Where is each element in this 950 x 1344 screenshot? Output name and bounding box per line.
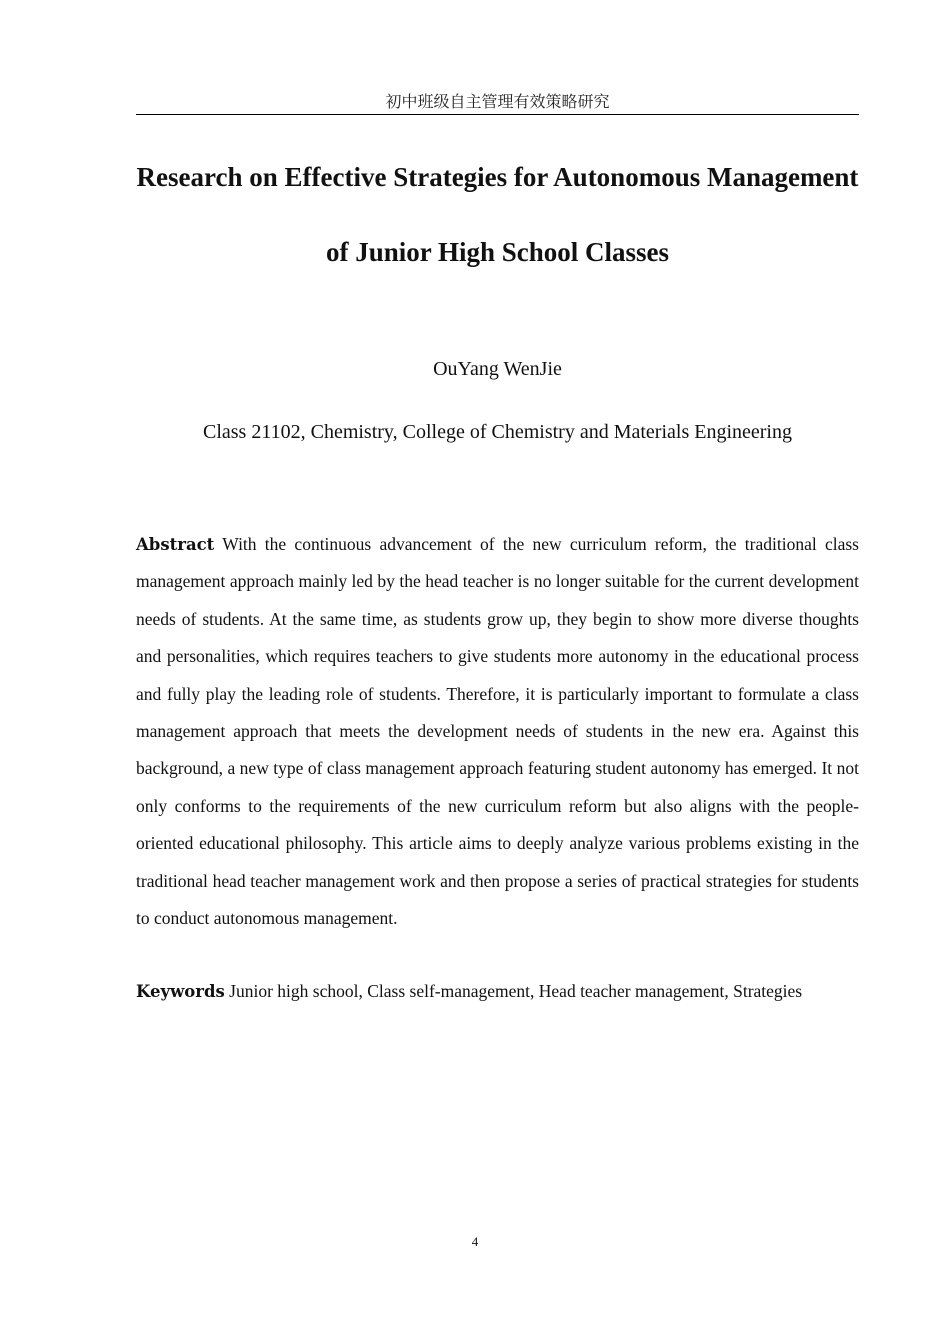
page-number: 4: [471, 1234, 479, 1249]
author-name: OuYang WenJie: [433, 358, 562, 380]
author-affiliation: Class 21102, Chemistry, College of Chemistry and Materials Engineering: [203, 421, 792, 443]
abstract-label: Abstract: [136, 535, 215, 554]
running-header: 初中班级自主管理有效策略研究: [136, 92, 859, 115]
paper-title: Research on Effective Strategies for Autonomous Management of Junior High School Classes: [136, 162, 859, 267]
abstract-paragraph: [136, 526, 859, 937]
keywords-text: Junior high school, Class self-management, Head teacher management, Strategies: [229, 981, 803, 1001]
abstract-text: With the continuous advancement of the new curriculum reform, the traditional class management approach mainly led by the head teacher is no longer suitable for the current development needs of students. At the same time, as students grow up, they begin to show more diverse thoughts and personalities, which requires teachers to give students more autonomy in the educational process and fully play the leading role of students. Therefore, it is particularly important to formulate a class management approach that meets the development needs of students in the new era. Against this background, a new type of class management approach featuring student autonomy has emerged. It not only conforms to the requirements of the new curriculum reform but also aligns with the people-oriented educational philosophy. This article aims to deeply analyze various problems existing in the traditional head teacher management work and then propose a series of practical strategies for students to conduct autonomous management.: [136, 534, 859, 929]
keywords-line: [136, 978, 876, 1005]
keywords-label: Keywords: [136, 982, 225, 1001]
